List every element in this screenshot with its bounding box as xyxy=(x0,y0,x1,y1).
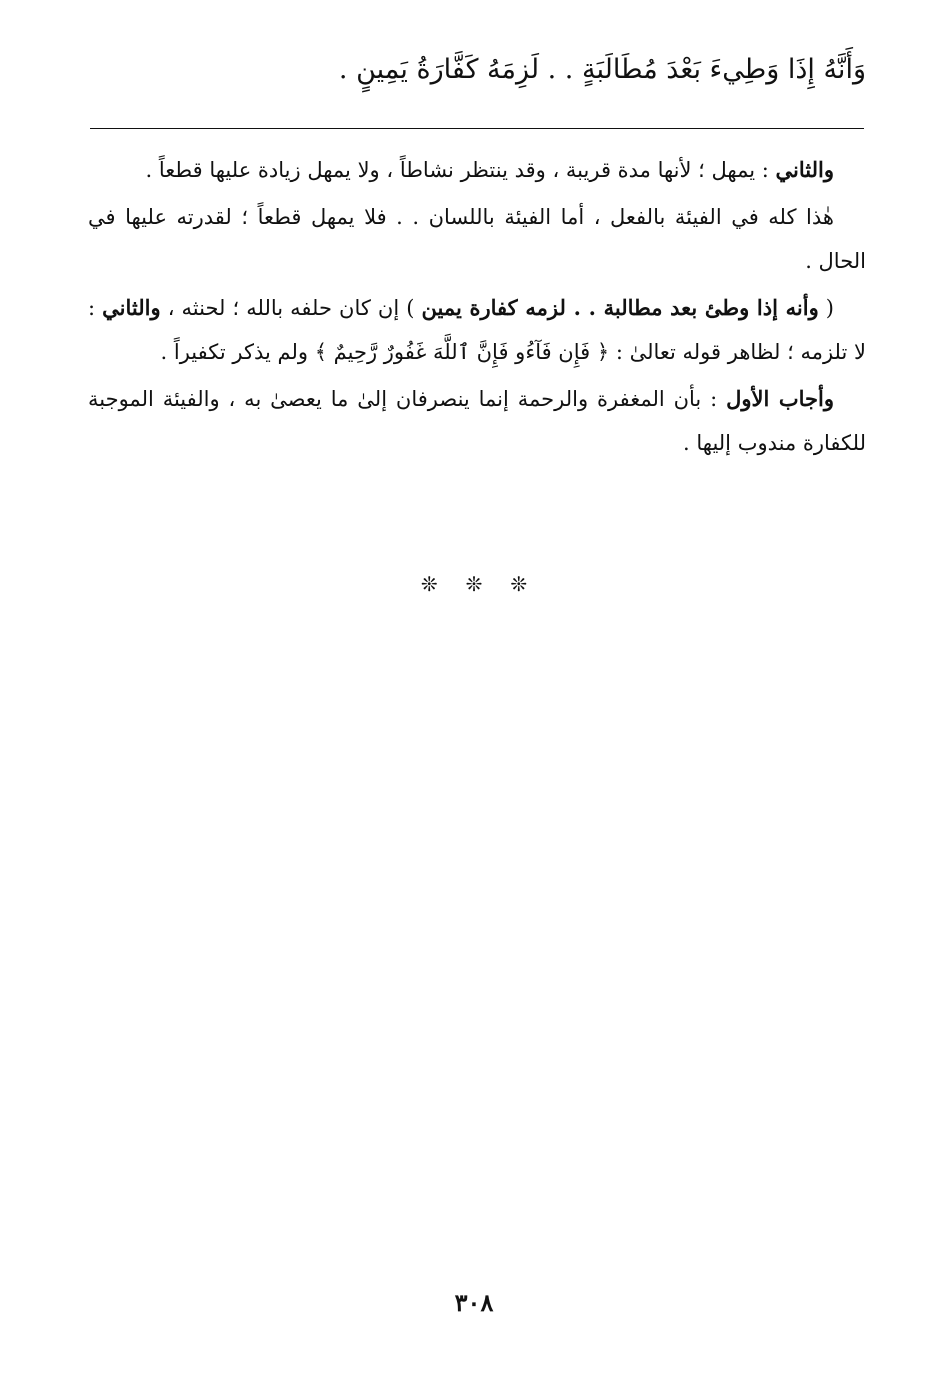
matn-header: وَأَنَّهُ إِذَا وَطِيءَ بَعْدَ مُطَالَبَةٍ . . لَزِمَهُ كَفَّارَةُ يَمِينٍ . xyxy=(338,54,866,85)
header-divider xyxy=(90,128,864,129)
asterism-icon: ❊ xyxy=(465,572,483,596)
section-ornament xyxy=(0,572,948,596)
paragraph-lead: وأجاب الأول xyxy=(726,385,834,411)
quote-close: ) xyxy=(406,295,422,320)
paragraph-text: هٰذا كله في الفيئة بالفعل ، أما الفيئة باللسان . . فلا يمهل قطعاً ؛ لقدرته عليها في الحال . xyxy=(88,204,866,273)
commentary-body xyxy=(88,148,866,466)
paragraph-kaffarah xyxy=(88,286,866,375)
paragraph-fayah xyxy=(88,195,866,284)
paragraph-text: : لا تلزمه ؛ لظاهر قوله تعالىٰ : xyxy=(88,295,866,364)
paragraph-lead: والثاني xyxy=(102,294,161,320)
paragraph-lead: والثاني xyxy=(775,157,834,182)
paragraph-text: : بأن المغفرة والرحمة إنما ينصرفان إلىٰ ما يعصىٰ به ، والفيئة الموجبة للكفارة مندوب إليها . xyxy=(88,386,866,455)
page-number: ٣٠٨ xyxy=(454,1288,494,1317)
asterism-icon: ❊ xyxy=(420,572,438,596)
asterism-icon: ❊ xyxy=(510,572,528,596)
paragraph-text: : يمهل ؛ لأنها مدة قريبة ، وقد ينتظر نشاطاً ، ولا يمهل زيادة عليها قطعاً . xyxy=(145,158,776,182)
paragraph-second-view xyxy=(88,148,866,193)
matn-quote: وأنه إذا وطئ بعد مطالبة . . لزمه كفارة يمين xyxy=(421,294,819,320)
paragraph-response xyxy=(88,377,866,466)
quote-open: ( xyxy=(818,295,834,320)
quran-verse: ﴿ فَإِن فَآءُو فَإِنَّ ٱللَّهَ غَفُورٌ رَّحِيمٌ ﴾ xyxy=(314,340,610,364)
paragraph-text: إن كان حلفه بالله ؛ لحنثه ، xyxy=(160,295,407,320)
paragraph-text: ولم يذكر تكفيراً . xyxy=(160,340,315,364)
